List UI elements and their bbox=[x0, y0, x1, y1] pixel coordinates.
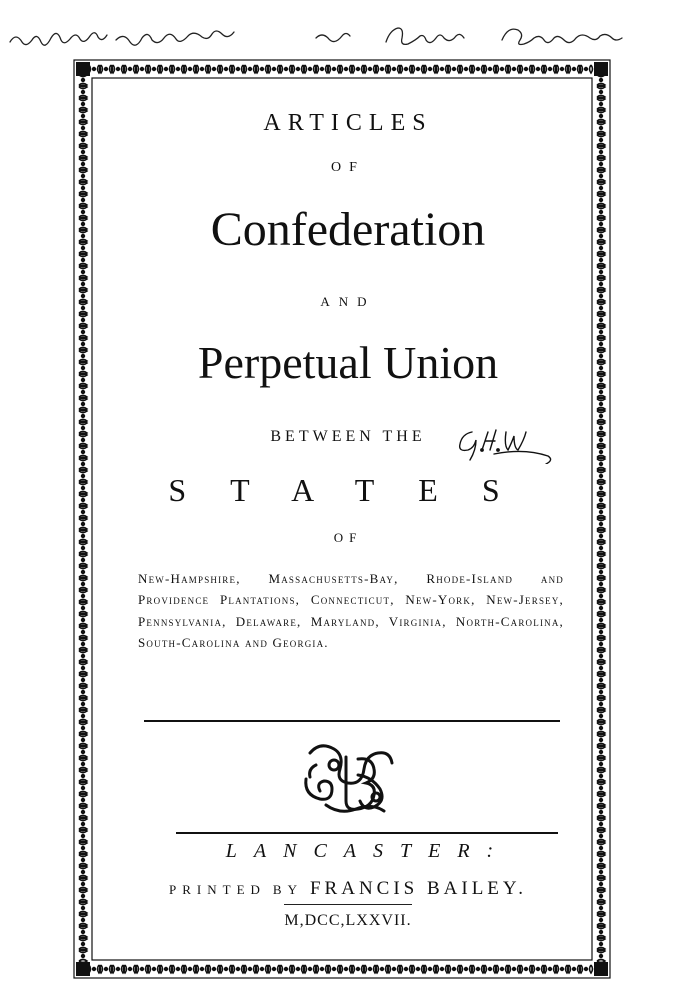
border-ornament bbox=[568, 965, 581, 973]
border-ornament bbox=[532, 65, 545, 73]
border-ornament bbox=[364, 65, 377, 73]
border-ornament bbox=[597, 434, 605, 447]
border-ornament bbox=[597, 914, 605, 927]
border-ornament bbox=[597, 650, 605, 663]
border-ornament bbox=[79, 338, 87, 351]
border-ornament bbox=[597, 194, 605, 207]
border-ornament bbox=[79, 446, 87, 459]
border-ornament bbox=[597, 818, 605, 831]
border-ornament bbox=[79, 470, 87, 483]
border-ornament bbox=[79, 842, 87, 855]
border-ornament bbox=[597, 506, 605, 519]
border-ornament bbox=[79, 626, 87, 639]
border-ornament bbox=[232, 965, 245, 973]
border-ornament bbox=[112, 965, 125, 973]
border-ornament bbox=[597, 518, 605, 531]
border-ornament bbox=[436, 65, 449, 73]
title-articles: ARTICLES bbox=[263, 110, 433, 136]
border-ornament bbox=[597, 266, 605, 279]
border-ornament bbox=[597, 926, 605, 939]
border-ornament bbox=[597, 218, 605, 231]
border-ornament bbox=[79, 182, 87, 195]
border-ornament bbox=[568, 65, 581, 73]
border-ornament bbox=[388, 65, 401, 73]
border-ornament bbox=[597, 662, 605, 675]
border-ornament bbox=[79, 278, 87, 291]
border-ornament bbox=[79, 806, 87, 819]
border-ornament bbox=[597, 626, 605, 639]
border-ornament bbox=[79, 314, 87, 327]
border-ornament bbox=[79, 734, 87, 747]
border-corner bbox=[594, 62, 608, 76]
border-ornament bbox=[280, 965, 293, 973]
border-ornament bbox=[597, 842, 605, 855]
border-ornament bbox=[79, 638, 87, 651]
border-ornament bbox=[597, 758, 605, 771]
border-ornament bbox=[184, 65, 197, 73]
border-ornament bbox=[597, 566, 605, 579]
border-ornament bbox=[412, 65, 425, 73]
border-ornament bbox=[597, 170, 605, 183]
border-ornament bbox=[364, 965, 377, 973]
border-ornament bbox=[79, 350, 87, 363]
border-ornament bbox=[597, 110, 605, 123]
border-ornament bbox=[597, 86, 605, 99]
border-ornament bbox=[448, 965, 461, 973]
border-ornament bbox=[160, 65, 173, 73]
border-ornament bbox=[244, 965, 257, 973]
border-ornament bbox=[597, 446, 605, 459]
border-ornament bbox=[79, 950, 87, 963]
border-ornament bbox=[597, 806, 605, 819]
border-ornament bbox=[79, 506, 87, 519]
border-ornament bbox=[79, 578, 87, 591]
border-ornament bbox=[597, 866, 605, 879]
border-ornament bbox=[508, 965, 521, 973]
border-ornament bbox=[79, 866, 87, 879]
border-ornament bbox=[597, 938, 605, 951]
border-ornament bbox=[79, 482, 87, 495]
imprint-date: M,DCC,LXXVII. bbox=[284, 912, 412, 929]
border-ornament bbox=[340, 965, 353, 973]
border-ornament bbox=[208, 65, 221, 73]
border-ornament bbox=[597, 146, 605, 159]
border-ornament bbox=[79, 938, 87, 951]
border-ornament bbox=[597, 386, 605, 399]
border-ornament bbox=[268, 65, 281, 73]
border-ornament bbox=[597, 182, 605, 195]
printer-monogram bbox=[296, 735, 400, 819]
border-ornament bbox=[172, 965, 185, 973]
border-corner bbox=[76, 62, 90, 76]
border-ornament bbox=[79, 878, 87, 891]
border-ornament bbox=[597, 614, 605, 627]
border-ornament bbox=[79, 254, 87, 267]
border-ornament bbox=[79, 458, 87, 471]
border-ornament bbox=[597, 458, 605, 471]
border-ornament bbox=[280, 65, 293, 73]
border-ornament bbox=[556, 965, 569, 973]
border-ornament bbox=[79, 218, 87, 231]
border-ornament bbox=[597, 734, 605, 747]
border-ornament bbox=[208, 965, 221, 973]
border-ornament bbox=[79, 614, 87, 627]
border-ornament bbox=[304, 965, 317, 973]
border-ornament bbox=[79, 398, 87, 411]
border-ornament bbox=[328, 965, 341, 973]
border-ornament bbox=[340, 65, 353, 73]
border-ornament bbox=[244, 65, 257, 73]
states-list: New-Hampshire, Massachusetts-Bay, Rhode-Island and Providence Plantations, Connecticut, New-York, New-Jersey, Pennsylvania, Delaware, Maryland, Virginia, North-Carolina, South-Carolina and Georgia. bbox=[138, 571, 564, 651]
border-ornament bbox=[172, 65, 185, 73]
border-ornament bbox=[472, 965, 485, 973]
border-ornament bbox=[597, 722, 605, 735]
border-ornament bbox=[79, 794, 87, 807]
border-ornament bbox=[496, 65, 509, 73]
border-ornament bbox=[328, 65, 341, 73]
border-ornament bbox=[79, 206, 87, 219]
border-ornament bbox=[597, 470, 605, 483]
border-ornament bbox=[412, 965, 425, 973]
border-ornament bbox=[136, 965, 149, 973]
border-ornament bbox=[597, 770, 605, 783]
border-ornament bbox=[520, 65, 533, 73]
border-ornament bbox=[508, 65, 521, 73]
border-ornament bbox=[448, 65, 461, 73]
border-ornament bbox=[597, 410, 605, 423]
border-ornament bbox=[79, 326, 87, 339]
border-ornament bbox=[79, 902, 87, 915]
border-ornament bbox=[597, 542, 605, 555]
border-ornament bbox=[597, 98, 605, 111]
border-corner bbox=[76, 962, 90, 976]
border-ornament bbox=[436, 965, 449, 973]
border-ornament bbox=[520, 965, 533, 973]
border-ornament bbox=[597, 158, 605, 171]
border-ornament bbox=[79, 590, 87, 603]
border-ornament bbox=[597, 854, 605, 867]
border-ornament bbox=[79, 830, 87, 843]
border-ornament bbox=[484, 65, 497, 73]
border-ornament bbox=[292, 965, 305, 973]
border-ornament bbox=[79, 554, 87, 567]
border-ornament bbox=[597, 374, 605, 387]
border-ornament bbox=[597, 422, 605, 435]
handwritten-initials bbox=[454, 424, 564, 464]
border-ornament bbox=[79, 158, 87, 171]
border-ornament bbox=[79, 710, 87, 723]
border-ornament bbox=[400, 65, 413, 73]
border-ornament bbox=[597, 554, 605, 567]
border-ornament bbox=[597, 890, 605, 903]
border-ornament bbox=[79, 302, 87, 315]
border-ornament bbox=[136, 65, 149, 73]
border-ornament bbox=[597, 350, 605, 363]
border-ornament bbox=[376, 965, 389, 973]
border-ornament bbox=[79, 98, 87, 111]
border-ornament bbox=[597, 746, 605, 759]
border-ornament bbox=[79, 782, 87, 795]
border-ornament bbox=[532, 965, 545, 973]
handwritten-inscription bbox=[6, 18, 626, 58]
border-ornament bbox=[79, 674, 87, 687]
border-ornament bbox=[79, 602, 87, 615]
border-ornament bbox=[580, 65, 593, 73]
border-ornament bbox=[79, 410, 87, 423]
border-ornament bbox=[148, 65, 161, 73]
border-ornament bbox=[597, 590, 605, 603]
border-ornament bbox=[79, 266, 87, 279]
border-ornament bbox=[424, 965, 437, 973]
border-ornament bbox=[544, 965, 557, 973]
border-ornament bbox=[496, 965, 509, 973]
border-ornament bbox=[79, 494, 87, 507]
border-ornament bbox=[79, 818, 87, 831]
border-ornament bbox=[196, 65, 209, 73]
border-corner bbox=[594, 962, 608, 976]
border-ornament bbox=[597, 950, 605, 963]
imprint-printer: FRANCIS BAILEY. bbox=[309, 878, 527, 899]
border-ornament bbox=[124, 965, 137, 973]
title-between-the: BETWEEN THE bbox=[270, 428, 426, 445]
border-ornament bbox=[79, 770, 87, 783]
border-ornament bbox=[460, 965, 473, 973]
border-ornament bbox=[124, 65, 137, 73]
imprint-by: BY bbox=[272, 882, 303, 897]
border-ornament bbox=[79, 758, 87, 771]
border-ornament bbox=[460, 65, 473, 73]
border-ornament bbox=[292, 65, 305, 73]
title-and: AND bbox=[320, 294, 376, 309]
border-ornament bbox=[597, 134, 605, 147]
border-ornament bbox=[597, 578, 605, 591]
border-ornament bbox=[148, 965, 161, 973]
title-of-2: OF bbox=[333, 530, 363, 545]
border-ornament bbox=[400, 965, 413, 973]
title-confederation: Confederation bbox=[210, 203, 486, 256]
border-ornament bbox=[268, 965, 281, 973]
border-ornament bbox=[597, 122, 605, 135]
border-ornament bbox=[79, 530, 87, 543]
border-ornament bbox=[79, 422, 87, 435]
border-ornament bbox=[79, 662, 87, 675]
border-ornament bbox=[79, 362, 87, 375]
border-ornament bbox=[597, 638, 605, 651]
border-ornament bbox=[597, 782, 605, 795]
border-ornament bbox=[597, 794, 605, 807]
imprint-printer-line bbox=[128, 878, 568, 900]
border-ornament bbox=[196, 965, 209, 973]
border-ornament bbox=[256, 65, 269, 73]
border-ornament bbox=[184, 965, 197, 973]
border-ornament bbox=[424, 65, 437, 73]
border-ornament bbox=[100, 65, 113, 73]
border-ornament bbox=[79, 134, 87, 147]
border-ornament bbox=[79, 518, 87, 531]
border-ornament bbox=[597, 362, 605, 375]
border-ornament bbox=[597, 878, 605, 891]
border-ornament bbox=[556, 65, 569, 73]
border-ornament bbox=[316, 65, 329, 73]
border-ornament bbox=[597, 254, 605, 267]
imprint-place: LANCASTER: bbox=[225, 840, 511, 862]
border-ornament bbox=[597, 902, 605, 915]
border-ornament bbox=[597, 482, 605, 495]
title-states: STATES bbox=[168, 472, 544, 508]
border-ornament bbox=[544, 65, 557, 73]
border-ornament bbox=[256, 965, 269, 973]
border-ornament bbox=[160, 965, 173, 973]
border-ornament bbox=[232, 65, 245, 73]
border-ornament bbox=[597, 398, 605, 411]
imprint-printed: PRINTED bbox=[169, 882, 266, 897]
border-ornament bbox=[597, 602, 605, 615]
border-ornament bbox=[220, 965, 233, 973]
border-ornament bbox=[112, 65, 125, 73]
border-ornament bbox=[597, 494, 605, 507]
border-ornament bbox=[352, 965, 365, 973]
border-ornament bbox=[79, 230, 87, 243]
border-ornament bbox=[597, 674, 605, 687]
border-ornament bbox=[79, 290, 87, 303]
border-ornament bbox=[79, 686, 87, 699]
border-ornament bbox=[597, 278, 605, 291]
border-ornament bbox=[79, 146, 87, 159]
border-ornament bbox=[79, 434, 87, 447]
date-rule bbox=[284, 904, 412, 905]
title-of: OF bbox=[331, 160, 365, 175]
border-ornament bbox=[100, 965, 113, 973]
border-ornament bbox=[597, 230, 605, 243]
border-ornament bbox=[79, 722, 87, 735]
border-ornament bbox=[79, 566, 87, 579]
border-ornament bbox=[316, 965, 329, 973]
border-ornament bbox=[352, 65, 365, 73]
border-ornament bbox=[597, 710, 605, 723]
border-ornament bbox=[304, 65, 317, 73]
border-ornament bbox=[597, 530, 605, 543]
border-ornament bbox=[79, 110, 87, 123]
border-ornament bbox=[79, 386, 87, 399]
border-ornament bbox=[484, 965, 497, 973]
border-ornament bbox=[597, 302, 605, 315]
border-ornament bbox=[597, 338, 605, 351]
horizontal-rule-2 bbox=[176, 832, 558, 834]
border-ornament bbox=[597, 314, 605, 327]
border-ornament bbox=[220, 65, 233, 73]
title-perpetual-union: Perpetual Union bbox=[197, 337, 499, 388]
border-ornament bbox=[597, 698, 605, 711]
border-ornament bbox=[580, 965, 593, 973]
border-ornament bbox=[79, 122, 87, 135]
border-ornament bbox=[79, 926, 87, 939]
border-ornament bbox=[79, 374, 87, 387]
border-ornament bbox=[376, 65, 389, 73]
border-ornament bbox=[79, 746, 87, 759]
border-ornament bbox=[597, 326, 605, 339]
border-ornament bbox=[79, 698, 87, 711]
border-ornament bbox=[79, 542, 87, 555]
border-ornament bbox=[79, 650, 87, 663]
horizontal-rule bbox=[144, 720, 560, 722]
border-ornament bbox=[388, 965, 401, 973]
border-ornament bbox=[79, 242, 87, 255]
border-ornament bbox=[597, 830, 605, 843]
border-ornament bbox=[79, 86, 87, 99]
border-ornament bbox=[79, 170, 87, 183]
border-ornament bbox=[79, 890, 87, 903]
border-ornament bbox=[79, 854, 87, 867]
border-ornament bbox=[597, 242, 605, 255]
border-ornament bbox=[597, 290, 605, 303]
border-ornament bbox=[472, 65, 485, 73]
border-ornament bbox=[597, 206, 605, 219]
border-ornament bbox=[597, 686, 605, 699]
border-ornament bbox=[79, 194, 87, 207]
border-ornament bbox=[79, 914, 87, 927]
